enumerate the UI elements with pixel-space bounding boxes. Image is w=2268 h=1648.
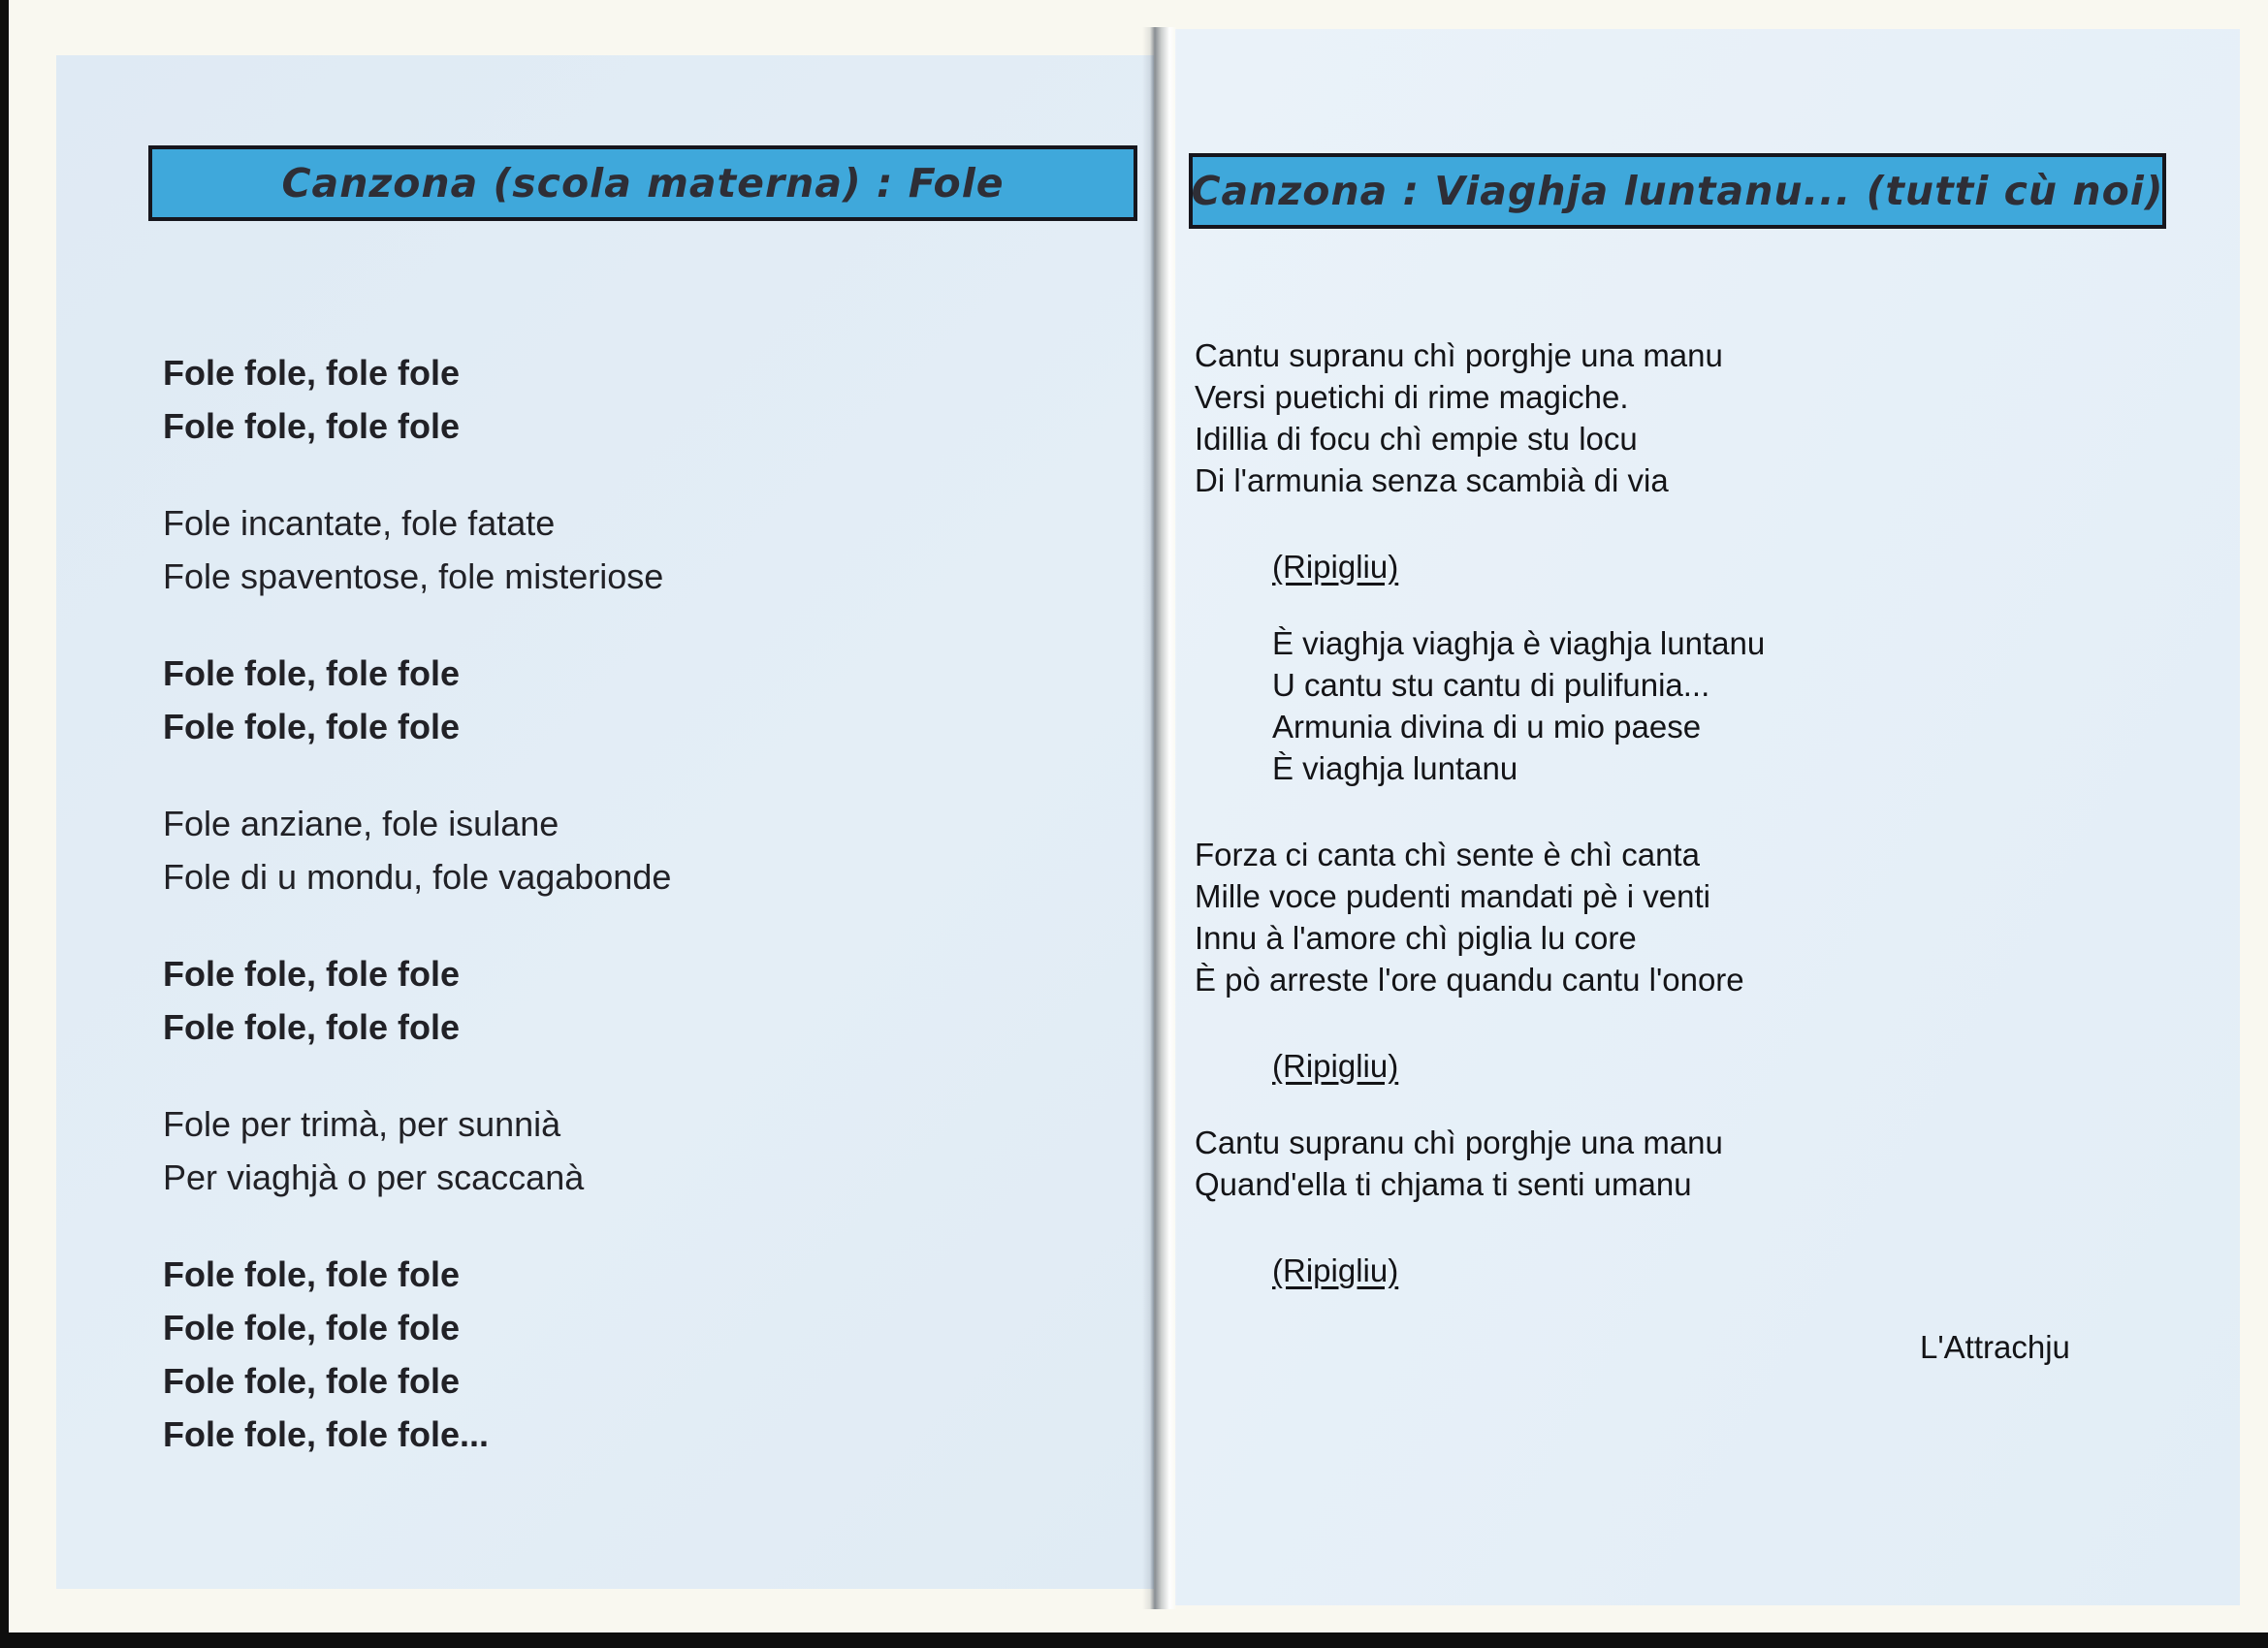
lyric-line: Quand'ella ti chjama ti senti umanu	[1195, 1166, 1692, 1202]
lyric-line: Fole fole, fole fole	[163, 406, 461, 446]
lyric-line: Fole spaventose, fole misteriose	[163, 556, 664, 596]
ripigliu-label: (Ripigliu)	[1272, 1252, 1399, 1288]
lyric-line: Fole fole, fole fole	[163, 1254, 461, 1294]
lyric-line: Cantu supranu chì porghje una manu	[1195, 1125, 1723, 1160]
page-fold-gutter	[1142, 27, 1177, 1609]
lyric-line: Fole fole, fole fole	[163, 353, 461, 393]
stanza	[163, 1097, 671, 1204]
lyric-line: Fole di u mondu, fole vagabonde	[163, 857, 672, 897]
lyric-line: Fole fole, fole fole	[163, 707, 461, 746]
lyric-line: È viaghja luntanu	[1272, 750, 1518, 786]
page-right-lyrics	[1195, 334, 2070, 1368]
scan-edge-left	[0, 0, 9, 1648]
verse	[1195, 834, 2070, 1000]
signature: L'Attrachju	[1920, 1329, 2070, 1365]
lyric-line: Fole per trimà, per sunnià	[163, 1104, 561, 1144]
page-right-title-banner	[1189, 153, 2166, 229]
ripigliu-marker	[1272, 546, 2070, 587]
page-left	[56, 55, 1154, 1589]
lyric-line: Versi puetichi di rime magiche.	[1195, 379, 1629, 415]
verse	[1195, 334, 2070, 501]
page-right	[1175, 29, 2240, 1605]
page-left-lyrics	[163, 346, 671, 1505]
lyric-line: Fole fole, fole fole	[163, 1308, 461, 1347]
ripigliu-label: (Ripigliu)	[1272, 1048, 1399, 1084]
stanza	[163, 1248, 671, 1461]
verse	[1272, 622, 2070, 789]
ripigliu-marker	[1272, 1250, 2070, 1291]
lyric-line: Armunia divina di u mio paese	[1272, 709, 1702, 745]
lyric-line: Cantu supranu chì porghje una manu	[1195, 337, 1723, 373]
ripigliu-marker	[1272, 1045, 2070, 1087]
stanza	[163, 647, 671, 753]
lyric-line: È pò arreste l'ore quandu cantu l'onore	[1195, 962, 1744, 998]
scan-edge-bottom	[0, 1632, 2268, 1648]
lyric-line: Fole fole, fole fole	[163, 954, 461, 994]
lyric-line: Idillia di focu chì empie stu locu	[1195, 421, 1638, 457]
lyric-line: Fole fole, fole fole	[163, 1007, 461, 1047]
lyric-line: Per viaghjà o per scaccanà	[163, 1157, 585, 1197]
lyric-line: Di l'armunia senza scambià di via	[1195, 462, 1669, 498]
stanza	[163, 947, 671, 1054]
page-right-title: Canzona : Viaghja luntanu... (tutti cù noi)	[1191, 168, 2164, 214]
lyric-line: Fole fole, fole fole...	[163, 1414, 490, 1454]
lyric-line: Fole incantate, fole fatate	[163, 503, 556, 543]
lyric-line: Forza ci canta chì sente è chì canta	[1195, 837, 1700, 872]
lyric-line: Mille voce pudenti mandati pè i venti	[1195, 878, 1710, 914]
verse	[1195, 1122, 2070, 1205]
page-left-title-banner	[148, 145, 1137, 221]
stanza	[163, 496, 671, 603]
lyric-line: Fole fole, fole fole	[163, 1361, 461, 1401]
lyric-line: Fole fole, fole fole	[163, 653, 461, 693]
lyric-line: U cantu stu cantu di pulifunia...	[1272, 667, 1710, 703]
lyric-line: Innu à l'amore chì piglia lu core	[1195, 920, 1637, 956]
ripigliu-label: (Ripigliu)	[1272, 549, 1399, 585]
lyric-line: È viaghja viaghja è viaghja luntanu	[1272, 625, 1766, 661]
lyric-line: Fole anziane, fole isulane	[163, 804, 559, 843]
stanza	[163, 797, 671, 903]
stanza	[163, 346, 671, 453]
page-left-title: Canzona (scola materna) : Fole	[281, 160, 1005, 206]
